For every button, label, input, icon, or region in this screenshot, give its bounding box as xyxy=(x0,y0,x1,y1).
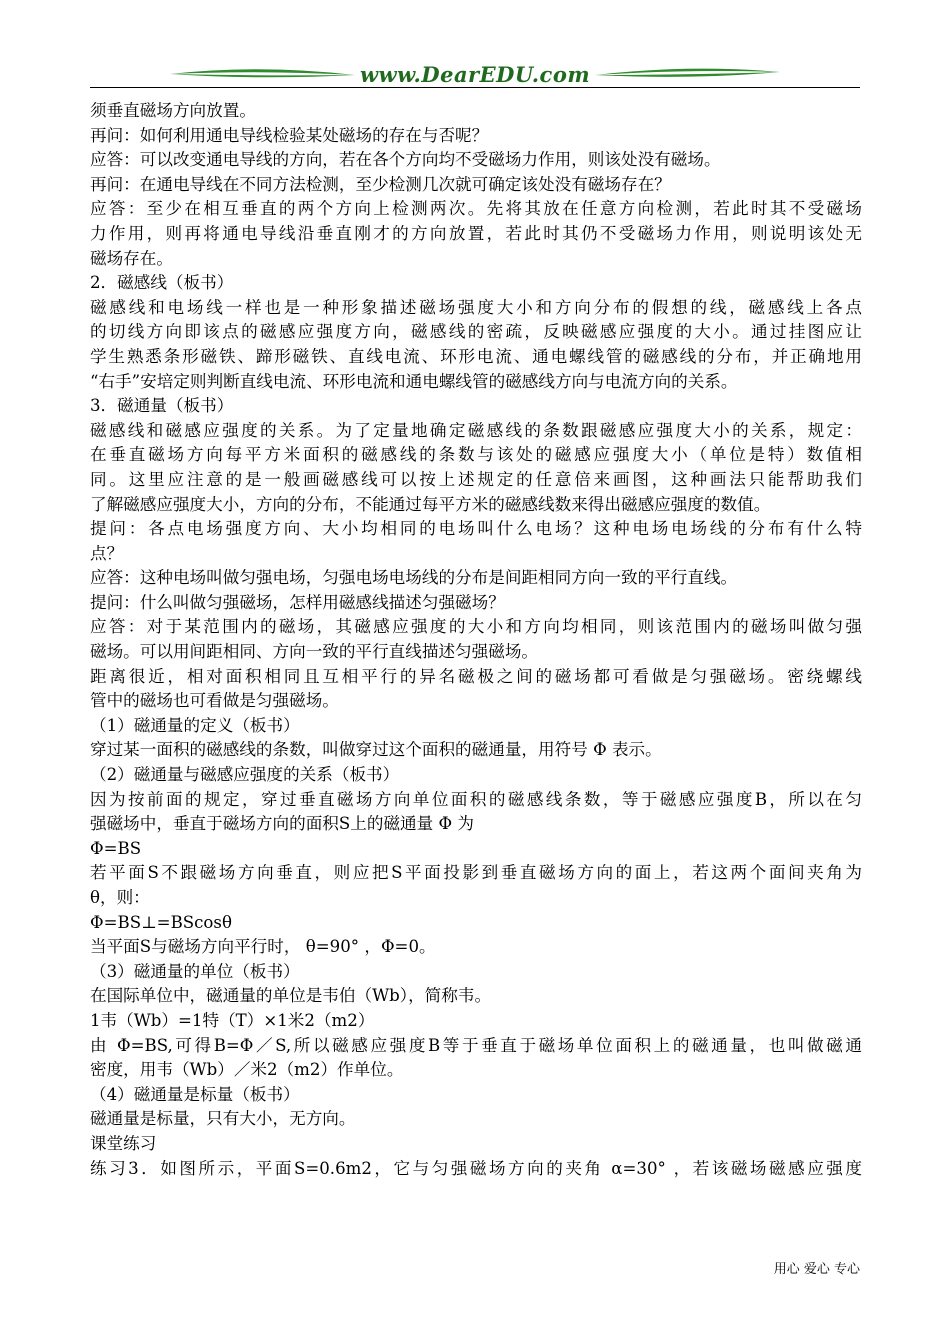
text-line: 同。这里应注意的是一般画磁感线可以按上述规定的任意倍来画图，这种画法只能帮助我们 xyxy=(90,469,862,489)
text-line: 距离很近，相对面积相同且互相平行的异名磁极之间的磁场都可看做是匀强磁场。密绕螺线 xyxy=(90,666,862,686)
text-line: 了解磁感应强度大小，方向的分布，不能通过每平方米的磁感线数来得出磁感应强度的数值。 xyxy=(90,494,771,514)
text-line: 应答：这种电场叫做匀强电场，匀强电场电场线的分布是间距相同方向一致的平行直线。 xyxy=(90,568,738,588)
text-line: 在国际单位中，磁通量的单位是韦伯（Wb），简称韦。 xyxy=(90,986,492,1006)
text-line: 磁感线和磁感应强度的关系。为了定量地确定磁感线的条数跟磁感应强度大小的关系，规定： xyxy=(90,420,862,440)
text-line: 应答：至少在相互垂直的两个方向上检测两次。先将其放在任意方向检测，若此时其不受磁场 xyxy=(90,199,862,219)
text-line: 再问：在通电导线在不同方法检测，至少检测几次就可确定该处没有磁场存在？ xyxy=(90,174,671,194)
footer-slogan: 用心 爱心 专心 xyxy=(773,1262,860,1277)
text-line: 磁场。可以用间距相同、方向一致的平行直线描述匀强磁场。 xyxy=(90,642,539,662)
text-line: 提问：什么叫做匀强磁场，怎样用磁感线描述匀强磁场？ xyxy=(90,592,505,612)
text-line: 课堂练习 xyxy=(90,1133,157,1153)
text-line: （3）磁通量的单位（板书） xyxy=(90,961,300,981)
text-line: Φ=BS⊥=BScosθ xyxy=(90,912,232,932)
text-line: 在垂直磁场方向每平方米面积的磁感线的条数与该处的磁感应强度大小（单位是特）数值相 xyxy=(90,445,862,465)
document-body xyxy=(90,99,862,1181)
text-line: 强磁场中，垂直于磁场方向的面积S上的磁通量 Φ 为 xyxy=(90,814,474,834)
text-line: 3．磁通量（板书） xyxy=(90,396,234,416)
text-line: 的切线方向即该点的磁感应强度方向，磁感线的密疏，反映磁感应强度的大小。通过挂图应让 xyxy=(90,322,862,342)
text-line: 由 Φ=BS,可得B=Φ／S,所以磁感应强度B等于垂直于磁场单位面积上的磁通量，也叫做磁通 xyxy=(90,1035,862,1055)
text-line: 点？ xyxy=(90,543,124,563)
site-header xyxy=(90,58,860,90)
text-line: 应答：可以改变通电导线的方向，若在各个方向均不受磁场力作用，则该处没有磁场。 xyxy=(90,150,721,170)
text-line: Φ=BS xyxy=(90,838,142,858)
site-logo: www.DearEDU.com xyxy=(359,62,591,87)
text-line: 1韦（Wb）=1特（T）×1米2（m2） xyxy=(90,1010,375,1030)
text-line: 若平面S不跟磁场方向垂直，则应把S平面投影到垂直磁场方向的面上，若这两个面间夹角为 xyxy=(90,863,862,883)
text-line: 磁感线和电场线一样也是一种形象描述磁场强度大小和方向分布的假想的线，磁感线上各点 xyxy=(90,297,862,317)
text-line: 磁场存在。 xyxy=(90,248,173,268)
text-line: “右手”安培定则判断直线电流、环形电流和通电螺线管的磁感线方向与电流方向的关系。 xyxy=(90,371,738,391)
text-line: 因为按前面的规定，穿过垂直磁场方向单位面积的磁感线条数，等于磁感应强度B，所以在匀 xyxy=(90,789,862,809)
text-line: （1）磁通量的定义（板书） xyxy=(90,715,300,735)
text-line: （4）磁通量是标量（板书） xyxy=(90,1084,300,1104)
text-line: （2）磁通量与磁感应强度的关系（板书） xyxy=(90,765,400,785)
text-line: 穿过某一面积的磁感线的条数，叫做穿过这个面积的磁通量，用符号 Φ 表示。 xyxy=(90,740,662,760)
text-line: 学生熟悉条形磁铁、蹄形磁铁、直线电流、环形电流、通电螺线管的磁感线的分布，并正确地用 xyxy=(90,346,862,366)
text-line: 2．磁感线（板书） xyxy=(90,273,234,293)
text-line: 管中的磁场也可看做是匀强磁场。 xyxy=(90,691,339,711)
header-rule xyxy=(90,87,860,88)
text-line: 应答：对于某范围内的磁场，其磁感应强度的大小和方向均相同，则该范围内的磁场叫做匀强 xyxy=(90,617,862,637)
text-line: 力作用，则再将通电导线沿垂直刚才的方向放置，若此时其仍不受磁场力作用，则说明该处无 xyxy=(90,223,862,243)
text-line: 密度，用韦（Wb）／米2（m2）作单位。 xyxy=(90,1060,404,1080)
text-line: θ，则： xyxy=(90,888,150,907)
text-line: 须垂直磁场方向放置。 xyxy=(90,101,256,120)
text-line: 磁通量是标量，只有大小，无方向。 xyxy=(90,1109,356,1129)
text-line: 练习3．如图所示，平面S=0.6m2，它与匀强磁场方向的夹角 α=30° ，若该磁场磁感应强度 xyxy=(90,1158,862,1178)
text-line: 再问：如何利用通电导线检验某处磁场的存在与否呢？ xyxy=(90,125,489,145)
text-line: 提问：各点电场强度方向、大小均相同的电场叫什么电场？这种电场电场线的分布有什么特 xyxy=(90,519,862,539)
text-line: 当平面S与磁场方向平行时， θ=90° ，Φ=0。 xyxy=(90,937,436,957)
